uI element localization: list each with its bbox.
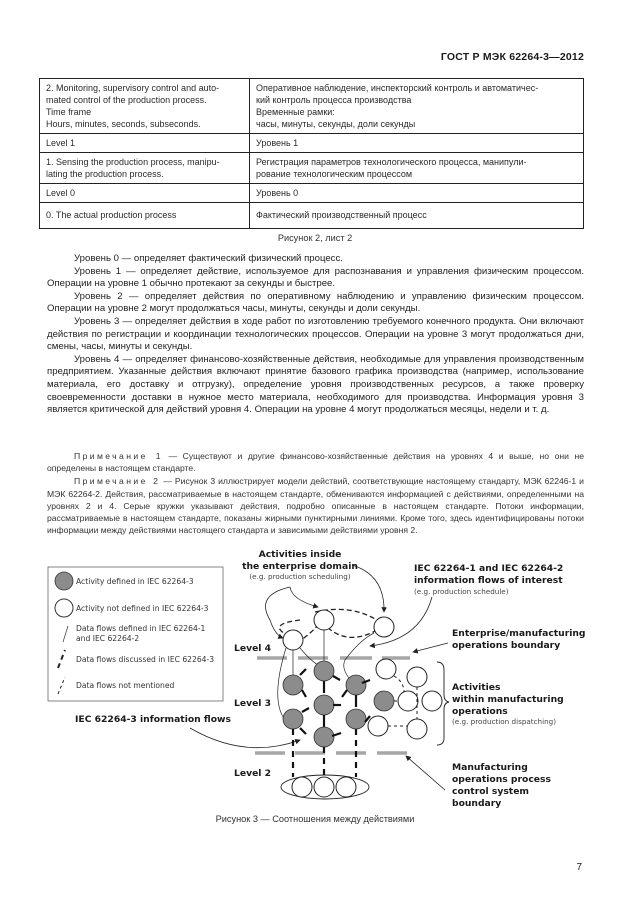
cell-line: Hours, minutes, seconds, subseconds. [46,119,201,129]
annotation-pcs-boundary: control system [452,786,530,797]
level-4-label: Level 4 [234,643,272,654]
table-cell-ru [250,184,584,203]
empty-circle-icon [336,777,356,797]
legend-label: Data flows discussed in IEC 62264-3 [76,655,215,664]
legend [48,567,223,701]
gray-filled-circle-icon [55,572,73,590]
note-2 [47,475,584,536]
cell-line: Уровень 1 [256,138,299,148]
annotation-iec-flows-sub: (e.g. production schedule) [414,587,509,596]
cell-line: 2. Monitoring, supervisory control and auto- [46,83,220,93]
empty-circle-icon [314,610,334,630]
cell-line: 1. Sensing the production process, manipu- [46,157,220,167]
annotation-enterprise: the enterprise domain [242,561,358,572]
table-cell-en [40,203,250,229]
gray-filled-circle-icon [314,695,334,715]
cell-line: mated control of the production process. [46,95,207,105]
annotation-enterprise: Activities inside [258,549,342,560]
table-row [40,203,584,229]
paragraph: Уровень 2 — определяет действия по оперативному наблюдению и управлению физическим процессом. Операции на уровне 2 могут продолжаться часы, минуты, секунды и доли секунды. [47,290,584,315]
legend-label: Activity defined in IEC 62264-3 [76,577,194,586]
table-row [40,79,584,134]
annotation-within: operations [452,706,508,717]
table-cell-ru [250,134,584,153]
table-cell-ru [250,203,584,229]
page-number: 7 [576,862,582,873]
level-descriptions [47,253,584,417]
table-row [40,134,584,153]
cell-line: Временные рамки: [256,107,335,117]
annotation-iec-flows: IEC 62264-1 and IEC 62264-2 [414,563,564,574]
note-text: — Рисунок 3 иллюстрирует модели действий, соответствующие настоящему стандарту, МЭК 62246-1 и МЭК 62264-2. Действия, рассматриваемые в настоящем стандарте, обмениваются информацией с действиями, определенными на уровнях 2 и 4. Серые кружки указывают действия, подробно описанные в настоящем стандарте. Потоки информации, рассматриваемые в настоящем стандарте, показаны жирными пунктирными линиями. Кроме того, здесь идентифицированы потоки информации между действиями настоящего стандарта и зависимыми действиями уровня 2. [47,476,584,536]
table-cell-ru [250,153,584,184]
gray-filled-circle-icon [314,727,334,747]
legend-label: Data flows not mentioned [76,681,175,690]
paragraph: Уровень 3 — определяет действия в ходе работ по изготовлению требуемого конечного продукта. Они включают действия по регистрации и координации технологических процессов. Операции на уровне 3 могут продолжаться дни, смены, часы, минуты и секунды. [47,315,584,353]
annotation-boundary: Enterprise/manufacturing [452,628,586,639]
cell-line: Level 1 [46,138,76,148]
cell-line: кий контроль процесса производства [256,95,412,105]
empty-circle-icon [55,599,73,617]
gray-filled-circle-icon [314,661,334,681]
paragraph: Уровень 4 — определяет финансово-хозяйственные действия, необходимые для управления производственным предприятием. Указанные действия включают принятие базового графика производства (например, использование материала, его доставку и отгрузку), определение уровня производственных ресурсов, а также проверку своевременности доставки в нужное место материала, необходимого для производства. Информация уровня 3 является критической для действий уровня 4. Операции на уровне 4 могут продолжаться месяцы, недели и т. д. [47,353,584,416]
cell-line: Time frame [46,107,92,117]
level-3-label: Level 3 [234,698,272,709]
gray-filled-circle-icon [283,675,303,695]
gray-filled-circle-icon [283,709,303,729]
cell-line: Фактический производственный процесс [256,210,427,220]
empty-circle-icon [314,777,334,797]
cell-line: 0. The actual production process [46,210,177,220]
gray-filled-circle-icon [346,675,366,695]
annotation-iec3-flows: IEC 62264-3 information flows [75,714,231,725]
table-cell-en [40,79,250,134]
figure-3-diagram [0,540,630,815]
cell-line: Уровень 0 [256,188,299,198]
note-1 [47,450,584,474]
level-2-label: Level 2 [234,768,272,779]
empty-circle-icon [292,777,312,797]
gray-filled-circle-icon [346,709,366,729]
annotation-within: Activities [452,682,501,693]
legend-label: Data flows defined in IEC 62264-1 [76,624,206,633]
figure-3-caption: Рисунок 3 — Соотношения между действиями [215,814,415,824]
table-cell-en [40,184,250,203]
cell-line: Оперативное наблюдение, инспекторский контроль и автоматичес- [256,83,539,93]
table-row [40,153,584,184]
standard-header: ГОСТ Р МЭК 62264-3—2012 [440,51,584,63]
annotation-pcs-boundary: operations process [452,774,551,785]
cell-line: рование технологическим процессом [256,169,413,179]
annotation-pcs-boundary: Manufacturing [452,762,528,773]
table-cell-ru [250,79,584,134]
legend-label: Activity not defined in IEC 62264-3 [76,604,209,613]
empty-circle-icon [374,617,394,637]
annotation-within-sub: (e.g. production dispatching) [452,717,557,726]
annotation-iec-flows: information flows of interest [414,575,563,586]
cell-line: Регистрация параметров технологического процесса, манипули- [256,157,527,167]
table-cell-en [40,153,250,184]
level-table [39,78,584,229]
table-cell-en [40,134,250,153]
paragraph: Уровень 1 — определяет действие, используемое для распознавания и управления физическим процессом. Операции на уровне 1 обычно протекают за секунды и быстрее. [47,265,584,290]
annotation-within: within manufacturing [452,694,564,705]
cell-line: lating the production process. [46,169,164,179]
note-text: — Существуют и другие финансово-хозяйственные действия на уровнях 4 и выше, но они не определены в настоящем стандарте. [47,451,584,474]
notes [47,450,584,537]
annotation-enterprise-sub: (e.g. production scheduling) [249,572,351,581]
table-row [40,184,584,203]
cell-line: Level 0 [46,188,76,198]
cell-line: часы, минуты, секунды, доли секунды [256,119,416,129]
annotation-pcs-boundary: boundary [452,798,502,809]
gray-filled-circle-icon [374,691,394,711]
paragraph: Уровень 0 — определяет фактический физический процесс. [74,253,343,264]
legend-label: and IEC 62264-2 [76,634,140,643]
annotation-boundary: operations boundary [452,640,561,651]
level-2-activities [281,775,369,799]
figure-2-caption: Рисунок 2, лист 2 [277,233,353,243]
note-label: Примечание 2 [74,476,161,487]
empty-circle-icon [283,630,303,650]
note-label: Примечание 1 [74,451,163,461]
